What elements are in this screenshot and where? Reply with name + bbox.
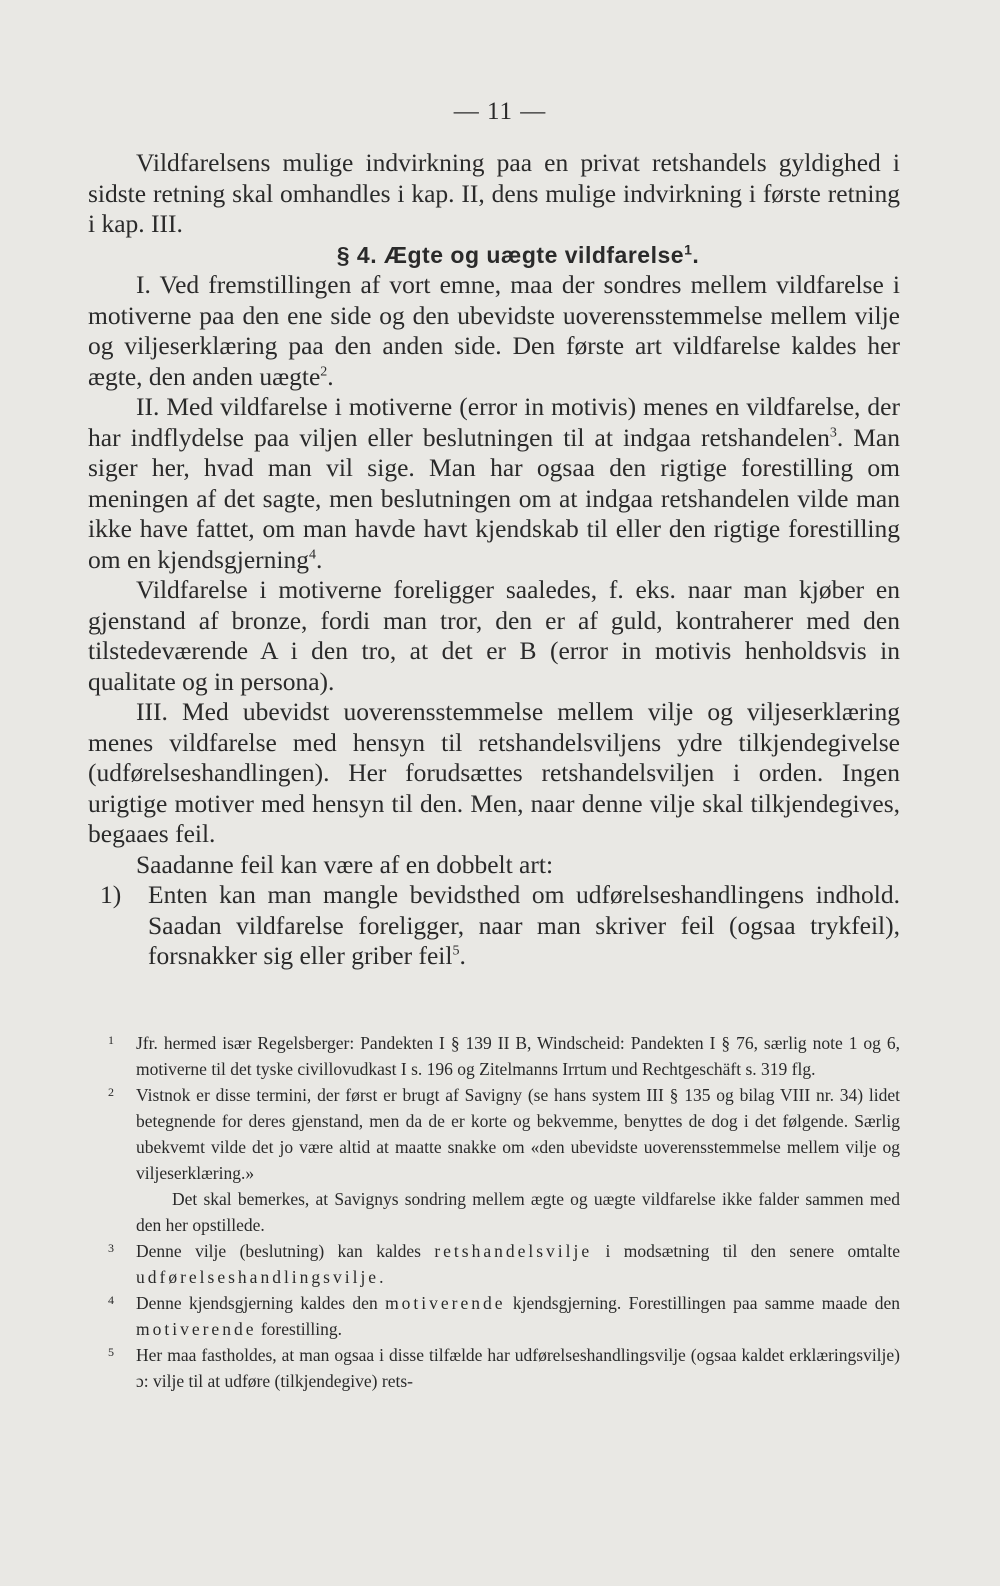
section-title: Ægte og uægte vildfarelse bbox=[384, 241, 685, 268]
section-heading: § 4. Ægte og uægte vildfarelse$^1$. bbox=[336, 240, 700, 268]
section-mark: § 4. bbox=[336, 241, 378, 268]
footnote-mark: 1 bbox=[108, 1033, 114, 1047]
footnote-text: Jfr. hermed især Regelsberger: Pandekten I § 139 II B, Windscheid: Pandekten I § 76, særlig note 1 og 6, motiverne til det tyske civillovudkast I s. 196 og Zitelmanns Irrtum und Rechtgeschäft s. 319 flg. bbox=[136, 1033, 900, 1079]
footnote-ref: 5 bbox=[452, 943, 460, 959]
footnote-text-part: forestilling. bbox=[256, 1319, 343, 1339]
footnote-ref: 4 bbox=[308, 547, 316, 562]
list-item-end: . bbox=[459, 941, 466, 970]
main-text bbox=[88, 148, 900, 972]
footnote-text-part: . bbox=[379, 1267, 384, 1287]
paragraph-text: . Man siger her, hvad man vil sige. Man har ogsaa den rigtige forestilling om meningen af det sagte, men beslutningen om at indgaa retshandelen vilde man ikke have fattet, om man havde havt kjendskab til eller den rigtige forestilling om en kjendsgjerning bbox=[88, 422, 900, 574]
footnote-1 bbox=[90, 1030, 900, 1082]
footnote-text-part: kjendsgjerning. Forestillingen paa samme maade den bbox=[505, 1293, 901, 1313]
page-number: — 11 — bbox=[453, 98, 547, 125]
footnote-text bbox=[136, 1238, 900, 1290]
paragraph-example: Vildfarelse i motiverne foreligger saaledes, f. eks. naar man kjøber en gjenstand af bronze, fordi man tror, den er af guld, kontraherer med den tilstedeværende A i den tro, at det er B (error in motivis henholdsvis in qualitate og in persona). bbox=[88, 575, 900, 696]
paragraph-ii bbox=[88, 392, 900, 575]
footnote-4 bbox=[90, 1290, 900, 1342]
spaced-term: udførelseshandlingsvilje bbox=[136, 1267, 380, 1287]
list-item-1 bbox=[88, 880, 900, 972]
footnote-3 bbox=[90, 1238, 900, 1290]
footnote-text-part: i modsætning til den senere omtalte bbox=[592, 1241, 900, 1261]
footnote-text: Her maa fastholdes, at man ogsaa i disse tilfælde har udførelseshandlingsvilje (ogsaa kaldet erklæringsvilje) ɔ: vilje til at udføre (tilkjendegive) rets- bbox=[136, 1345, 900, 1391]
list-item-text: Enten kan man mangle bevidsthed om udførelseshandlingens indhold. Saadan vildfarelse foreligger, naar man skriver feil (ogsaa trykfeil), forsnakker sig eller griber feil bbox=[148, 880, 900, 970]
paragraph-saadanne: Saadanne feil kan være af en dobbelt art: bbox=[136, 849, 554, 879]
list-text bbox=[148, 880, 900, 972]
paragraph-text: II. Med vildfarelse i motiverne (error in motivis) menes en vildfarelse, der har indflydelse paa viljen eller beslutningen til at indgaa retshandelen bbox=[88, 392, 900, 452]
footnote-mark: 2 bbox=[108, 1085, 114, 1099]
footnote-mark: 5 bbox=[108, 1345, 114, 1359]
list-number: 1) bbox=[100, 880, 122, 909]
spaced-term: motiverende bbox=[136, 1319, 257, 1339]
footnote-2 bbox=[90, 1082, 900, 1186]
footnote-mark: 4 bbox=[108, 1293, 114, 1307]
paragraph-end: . bbox=[327, 361, 334, 391]
footnote-ref: 3 bbox=[829, 425, 837, 440]
footnote-text-part: Denne vilje (beslutning) kan kaldes bbox=[136, 1241, 435, 1261]
spaced-term: retshandelsvilje bbox=[434, 1241, 593, 1261]
footnote-text: Vistnok er disse termini, der først er brugt af Savigny (se hans system III § 135 og bilag VIII nr. 34) lidet betegnende for deres gjenstand, men da de er korte og bekvemme, benyttes de dog i det følgende. Særlig ubekvemt vilde det jo være altid at maatte snakke om «den ubevidste uoverensstemmelse mellem vilje og viljeserklæring.» bbox=[136, 1085, 900, 1183]
paragraph-end: . bbox=[315, 544, 323, 574]
footnote-text-part: Denne kjendsgjerning kaldes den bbox=[136, 1293, 386, 1313]
footnote-text bbox=[136, 1290, 900, 1342]
paragraph-i bbox=[88, 270, 900, 392]
footnotes bbox=[90, 1030, 900, 1394]
paragraph-intro: Vildfarelsens mulige indvirkning paa en privat retshandels gyldighed i sidste retning skal omhandles i kap. II, dens mulige indvirkning i første retning i kap. III. bbox=[88, 148, 900, 238]
footnote-2-continuation: Det skal bemerkes, at Savignys sondring mellem ægte og uægte vildfarelse ikke falder sammen med den her opstillede. bbox=[136, 1189, 900, 1235]
paragraph-text: I. Ved fremstillingen af vort emne, maa der sondres mellem vildfarelse i motiverne paa den ene side og den ubevidste uoverensstemmelse mellem vilje og viljeserklæring paa den anden side. Den første art vildfarelse kaldes her ægte, den anden uægte bbox=[88, 270, 900, 391]
spaced-term: motiverende bbox=[385, 1293, 506, 1313]
paragraph-iii: III. Med ubevidst uoverensstemmelse mellem vilje og viljeserklæring menes vildfarelse med hensyn til retshandelsviljens ydre tilkjendegivelse (udførelseshandlingen). Her forudsættes retshandelsviljen i orden. Ingen urigtige motiver med hensyn til den. Men, naar denne vilje skal tilkjendegives, begaaes feil. bbox=[88, 697, 900, 848]
footnote-5 bbox=[90, 1342, 900, 1394]
footnote-ref: 2 bbox=[320, 364, 328, 379]
footnote-ref: 1 bbox=[684, 240, 693, 257]
footnote-mark: 3 bbox=[108, 1241, 114, 1255]
